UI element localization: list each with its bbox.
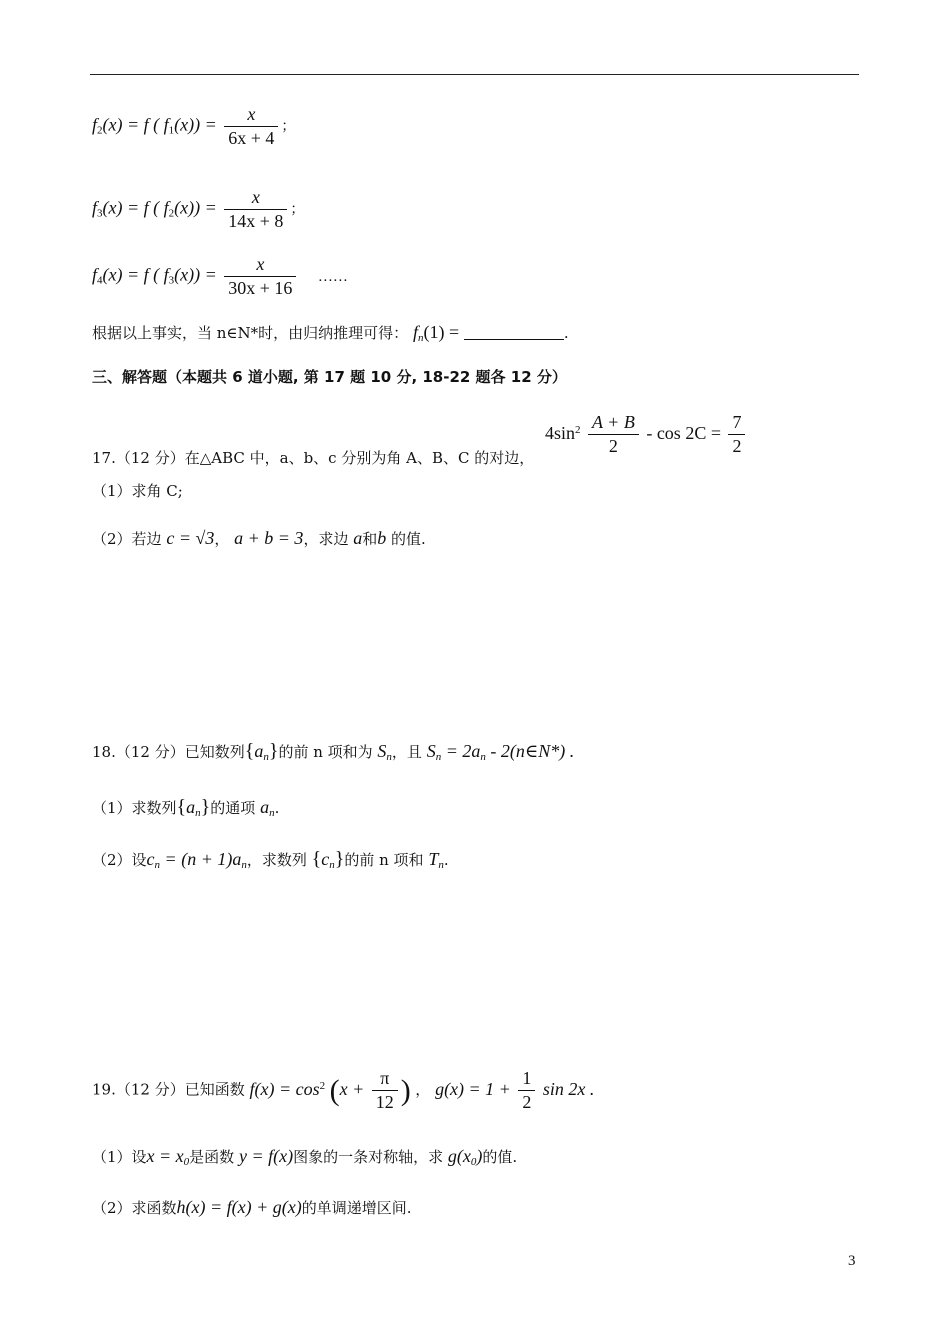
q19-part1: （1）设$x = x_0$是函数 y = f(x)图象的一条对称轴，求 $g(x_0)$的值. (92, 1146, 518, 1168)
formula-f4: $f_4(x) = f$ ( $f_3(x)$) = $\frac{x}{30x + 16}$ …… (92, 254, 348, 298)
q17-stem: 17.（12 分）在△ABC 中，a、b、c 分别为角 A、B、C 的对边， $4\sin^2$ $\frac{A + B}{2}$ - cos 2C = $\frac{7}{2}$ (92, 412, 748, 457)
q19-stem: 19.（12 分）已知函数 $f(x) = \cos^2 (x$ + $\frac{\pi}{12}$ ) ， g(x) = 1 + $\frac{1}{2}$ sin 2x . (92, 1068, 595, 1112)
section-heading: 三、解答题（本题共 6 道小题, 第 17 题 10 分, 18-22 题各 12 分） (92, 368, 567, 386)
formula-f2: $f_2(x) = f$ ( $f_1(x)$) = $\frac{x}{6x + 4}$ ； (92, 104, 296, 148)
formula-f3: $f_3(x) = f$ ( $f_2(x)$) = $\frac{x}{14x + 8}$ ； (92, 187, 305, 231)
induction-question: 根据以上事实，当 n∈N*时，由归纳推理可得： $f_n(1)$ = . (92, 322, 569, 344)
q17-part1: （1）求角 C; (92, 482, 183, 500)
header-rule (90, 74, 859, 75)
q19-part2: （2）求函数h(x) = f(x) + g(x)的单调递增区间. (92, 1197, 412, 1217)
answer-blank (464, 323, 564, 340)
page-number: 3 (848, 1253, 856, 1269)
q18-part1: （1）求数列$\{a_n\}$的通项 $a_n$. (92, 796, 280, 819)
q18-stem: 18.（12 分）已知数列$\{a_n\}$的前 n 项和为 $S_n$，且 $S_n = 2a_n$ - 2(n∈N*) . (92, 740, 575, 763)
q18-part2: （2）设$c_n = (n + 1)a_n$，求数列 $\{c_n\}$的前 n 项和 $T_n$. (92, 848, 449, 871)
q17-part2: （2）若边 c = √3， a + b = 3，求边 a和b 的值. (92, 528, 426, 548)
